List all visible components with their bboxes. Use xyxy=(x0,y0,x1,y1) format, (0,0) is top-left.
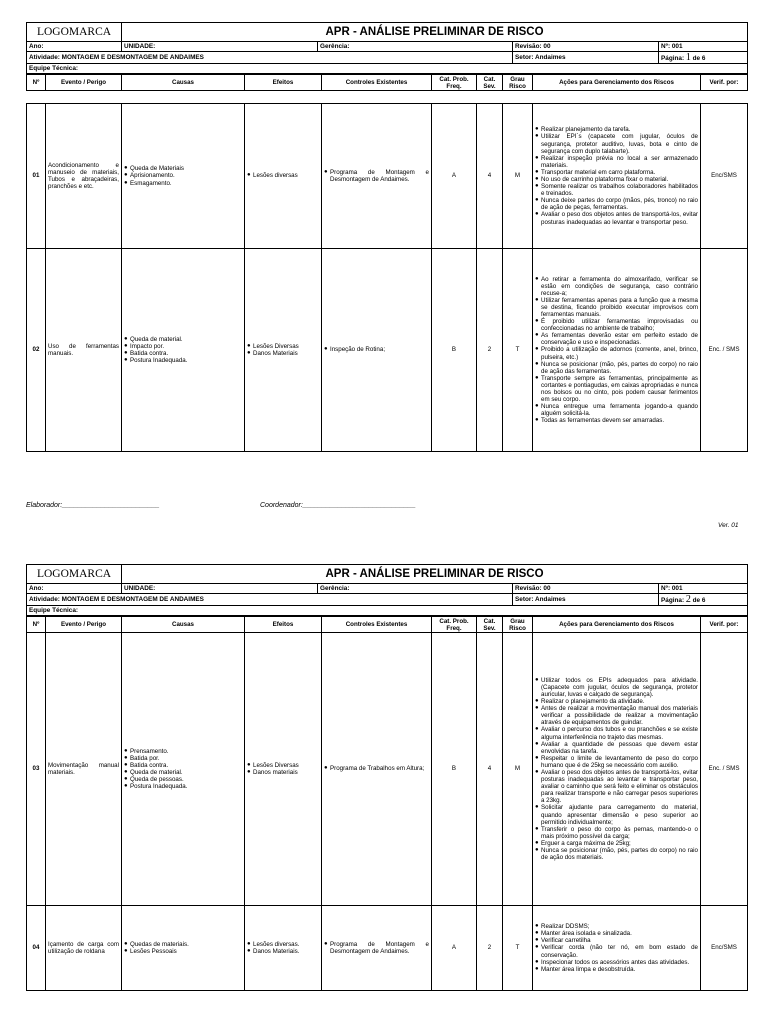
col-evento: Evento / Perigo xyxy=(46,75,122,91)
list-item: ● Respeitar o limite de levantamento de peso do corpo humano que é de 25kg se necessário com auxilio. xyxy=(535,755,698,769)
list-item: ● Lesões Diversas xyxy=(247,762,319,769)
prob-cell: A xyxy=(432,906,477,991)
list-item: ● Aprisionamento. xyxy=(124,172,242,179)
apr-header-table xyxy=(26,564,748,616)
efeitos-cell xyxy=(245,906,322,991)
list-item: ● Utilizar EPI´s (capacete com jugular, óculos de segurança, protetor auditivo, luvas, bota e cinto de segurança com duplo talabarte). xyxy=(535,133,698,154)
col-verif: Verif. por: xyxy=(701,617,748,633)
bullet-list xyxy=(535,126,698,225)
risk-table xyxy=(26,616,748,991)
list-item: ● Inspecionar todos os acessórios antes das atividades. xyxy=(535,959,698,966)
list-item: ● Avaliar o peso dos objetos antes de transportá-los, evitar posturas inadequadas ao levantar e transportar peso, avaliar o caminho que será feito e eliminar os obstáculos para realizar transporte e não carregar pesos superiores a 23kg. xyxy=(535,769,698,804)
grau-cell: M xyxy=(503,104,533,249)
version-label: Ver. 01 xyxy=(718,522,739,529)
bullet-list xyxy=(247,941,319,955)
causas-cell xyxy=(122,633,245,906)
list-item: ● No uso de carrinho plataforma fixar o material. xyxy=(535,176,698,183)
list-item: ● Programa de Montagem e Desmontagem de Andaimes. xyxy=(324,941,429,955)
list-item: ● As ferramentas deverão estar em perfeito estado de conservação e uso e inspecionadas. xyxy=(535,332,698,346)
column-header-table xyxy=(26,74,748,91)
list-item: ● Nunca se posicionar (mão, pés, partes do corpo) no raio de ação das ferramentas. xyxy=(535,361,698,375)
controles-cell xyxy=(322,104,432,249)
row-number: 02 xyxy=(27,249,46,452)
col-n: Nº xyxy=(27,617,46,633)
verif-cell: Enc. / SMS xyxy=(701,633,748,906)
unidade-label: UNIDADE: xyxy=(122,42,318,52)
sev-cell: 4 xyxy=(477,633,503,906)
evento-cell: Içamento de carga com utilização de roldana xyxy=(46,906,122,991)
sev-cell: 2 xyxy=(477,249,503,452)
evento-cell: Movimentação manual materiais. xyxy=(46,633,122,906)
table-row xyxy=(27,104,748,249)
bullet-list xyxy=(324,346,429,353)
causas-cell xyxy=(122,249,245,452)
list-item: ● Utilizar ferramentas apenas para a função que a mesma se destina, ficando proibido executar improvisos com ferramentas manuais. xyxy=(535,297,698,318)
coordenador-signature-line: Coordenador:_____________________________ xyxy=(260,502,416,509)
table-row xyxy=(27,249,748,452)
causas-cell xyxy=(122,104,245,249)
efeitos-cell xyxy=(245,249,322,452)
acoes-cell xyxy=(533,633,701,906)
list-item: ● Transporte sempre as ferramentas, principalmente as cortantes e pontiagudas, em caixas apropriadas e nunca nos bolsos ou no cinto, pois podem causar ferimentos em seu corpo. xyxy=(535,375,698,403)
table-row xyxy=(27,906,748,991)
list-item: ● Nunca se posicionar (mão, pés, partes do corpo) no raio de ação dos materiais. xyxy=(535,847,698,861)
unidade-label: UNIDADE: xyxy=(122,584,318,594)
col-causas: Causas xyxy=(122,617,245,633)
apr-header-table xyxy=(26,22,748,74)
prob-cell: B xyxy=(432,633,477,906)
efeitos-cell xyxy=(245,104,322,249)
list-item: ● Esmagamento. xyxy=(124,180,242,187)
bullet-list xyxy=(124,748,242,791)
elaborador-signature-line: Elaborador:_________________________ xyxy=(26,502,160,509)
numero-label: Nº: 001 xyxy=(659,42,748,52)
list-item: ● Transferir o peso do corpo às pernas, mantendo-o o mais próximo possível da carga; xyxy=(535,826,698,840)
numero-label: Nº: 001 xyxy=(659,584,748,594)
equipe-tecnica-label: Equipe Técnica: xyxy=(27,64,748,74)
list-item: ● Danos Materiais xyxy=(247,350,319,357)
list-item: ● Ao retirar a ferramenta do almoxarifado, verificar se estão em condições de segurança, caso contrário recuse-a; xyxy=(535,276,698,297)
bullet-list xyxy=(124,941,242,955)
controles-cell xyxy=(322,633,432,906)
logo: LOGOMARCA xyxy=(27,565,122,584)
list-item: ● Todas as ferramentas devem ser amarradas. xyxy=(535,417,698,424)
list-item: ● Lesões Pessoais xyxy=(124,948,242,955)
row-number: 03 xyxy=(27,633,46,906)
list-item: ● Realizar DDSMS; xyxy=(535,923,698,930)
col-sev: Cat. Sev. xyxy=(477,75,503,91)
grau-cell: M xyxy=(503,633,533,906)
col-sev: Cat. Sev. xyxy=(477,617,503,633)
list-item: ● Realizar inspeção prévia no local a ser armazenado materiais. xyxy=(535,155,698,169)
pagina-label: Página: 1 de 6 xyxy=(659,52,748,64)
list-item: ● Realizar planejamento da tarefa. xyxy=(535,126,698,133)
logo: LOGOMARCA xyxy=(27,23,122,42)
gerencia-label: Gerência: xyxy=(318,584,513,594)
prob-cell: A xyxy=(432,104,477,249)
list-item: ● Queda de material. xyxy=(124,769,242,776)
list-item: ● Proibido a utilização de adornos (corrente, anel, brinco, pulseira, etc.) xyxy=(535,346,698,360)
list-item: ● Avaliar o peso dos objetos antes de transportá-los, evitar posturas inadequadas ao levantar e transportar peso. xyxy=(535,211,698,225)
ano-label: Ano: xyxy=(27,584,122,594)
list-item: ● Prensamento. xyxy=(124,748,242,755)
col-prob: Cat. Prob. Freq. xyxy=(432,75,477,91)
list-item: ● Programa de Trabalhos em Altura; xyxy=(324,765,429,772)
bullet-list xyxy=(247,172,319,179)
col-acoes: Ações para Gerenciamento dos Riscos xyxy=(533,617,701,633)
list-item: ● Somente realizar os trabalhos colaboradores habilitados e treinados. xyxy=(535,183,698,197)
document-title: APR - ANÁLISE PRELIMINAR DE RISCO xyxy=(122,565,748,584)
list-item: ● Queda de pessoas. xyxy=(124,776,242,783)
list-item: ● Avaliar o percurso dos tubos e ou pranchões e se existe alguma interferência no trajeto das mesmas. xyxy=(535,726,698,740)
revisao-label: Revisão: 00 xyxy=(513,584,659,594)
list-item: ● Batida contra. xyxy=(124,350,242,357)
list-item: ● Queda de Materiais xyxy=(124,165,242,172)
prob-cell: B xyxy=(432,249,477,452)
list-item: ● Queda de material. xyxy=(124,336,242,343)
list-item: ● Solicitar ajudante para carregamento do material, quando apresentar dimensão e peso superior ao permitido individualmente; xyxy=(535,804,698,825)
evento-cell: Acondicionamento e manuseio de materiais, Tubos e abraçadeiras, pranchões e etc. xyxy=(46,104,122,249)
list-item: ● Postura Inadequada. xyxy=(124,783,242,790)
bullet-list xyxy=(124,336,242,364)
controles-cell xyxy=(322,249,432,452)
list-item: ● Batida contra. xyxy=(124,762,242,769)
sev-cell: 4 xyxy=(477,104,503,249)
gerencia-label: Gerência: xyxy=(318,42,513,52)
sev-cell: 2 xyxy=(477,906,503,991)
row-number: 04 xyxy=(27,906,46,991)
list-item: ● Realizar o planejamento da atividade. xyxy=(535,698,698,705)
bullet-list xyxy=(124,165,242,186)
col-acoes: Ações para Gerenciamento dos Riscos xyxy=(533,75,701,91)
atividade-label: Atividade: MONTAGEM E DESMONTAGEM DE ANDAIMES xyxy=(27,52,513,64)
bullet-list xyxy=(324,941,429,955)
list-item: ● Verificar carretilha xyxy=(535,937,698,944)
col-grau: Grau Risco xyxy=(503,75,533,91)
col-verif: Verif. por: xyxy=(701,75,748,91)
grau-cell: T xyxy=(503,906,533,991)
causas-cell xyxy=(122,906,245,991)
list-item: ● Postura Inadequada. xyxy=(124,357,242,364)
col-prob: Cat. Prob. Freq. xyxy=(432,617,477,633)
list-item: ● Quedas de materiais. xyxy=(124,941,242,948)
acoes-cell xyxy=(533,906,701,991)
bullet-list xyxy=(324,765,429,772)
col-evento: Evento / Perigo xyxy=(46,617,122,633)
list-item: ● Manter área isolada e sinalizada. xyxy=(535,930,698,937)
list-item: ● Utilizar todos os EPIs adequados para atividade. (Capacete com jugular, óculos de segurança, protetor auricular, luvas e calçado de segurança). xyxy=(535,677,698,698)
bullet-list xyxy=(535,923,698,973)
pagina-label: Página: 2 de 6 xyxy=(659,594,748,606)
bullet-list xyxy=(247,762,319,776)
list-item: ● Programa de Montagem e Desmontagem de Andaimes. xyxy=(324,169,429,183)
bullet-list xyxy=(535,276,698,425)
list-item: ● Danos Materiais. xyxy=(247,948,319,955)
col-efeitos: Efeitos xyxy=(245,75,322,91)
apr-page-1 xyxy=(26,22,747,452)
col-controles: Controles Existentes xyxy=(322,617,432,633)
revisao-label: Revisão: 00 xyxy=(513,42,659,52)
ano-label: Ano: xyxy=(27,42,122,52)
col-controles: Controles Existentes xyxy=(322,75,432,91)
controles-cell xyxy=(322,906,432,991)
efeitos-cell xyxy=(245,633,322,906)
list-item: ● Erguer a carga máxima de 25kg; xyxy=(535,840,698,847)
acoes-cell xyxy=(533,104,701,249)
list-item: ● Manter área limpa e desobstruída. xyxy=(535,966,698,973)
list-item: ● Inspeção de Rotina; xyxy=(324,346,429,353)
grau-cell: T xyxy=(503,249,533,452)
table-row xyxy=(27,633,748,906)
list-item: ● Lesões Diversas xyxy=(247,343,319,350)
col-causas: Causas xyxy=(122,75,245,91)
atividade-label: Atividade: MONTAGEM E DESMONTAGEM DE ANDAIMES xyxy=(27,594,513,606)
list-item: ● Impacto por. xyxy=(124,343,242,350)
col-efeitos: Efeitos xyxy=(245,617,322,633)
list-item: ● Batida por. xyxy=(124,755,242,762)
list-item: ● Danos materiais xyxy=(247,769,319,776)
evento-cell: Uso de ferramentas manuais. xyxy=(46,249,122,452)
equipe-tecnica-label: Equipe Técnica: xyxy=(27,606,748,616)
list-item: ● Transportar material em carro plataforma. xyxy=(535,169,698,176)
bullet-list xyxy=(247,343,319,357)
setor-label: Setor: Andaimes xyxy=(513,52,659,64)
apr-page-2 xyxy=(26,564,747,991)
list-item: ● Lesões diversas xyxy=(247,172,319,179)
list-item: ● Lesões diversas. xyxy=(247,941,319,948)
list-item: ● Antes de realizar a movimentação manual dos materiais verificar a possibilidade de realizar a movimentação através de equipamentos de guindar. xyxy=(535,705,698,726)
verif-cell: Enc/SMS xyxy=(701,906,748,991)
verif-cell: Enc/SMS xyxy=(701,104,748,249)
list-item: ● Nunca entregue uma ferramenta jogando-a quando alguém solicitá-la. xyxy=(535,403,698,417)
acoes-cell xyxy=(533,249,701,452)
bullet-list xyxy=(324,169,429,183)
verif-cell: Enc. / SMS xyxy=(701,249,748,452)
row-number: 01 xyxy=(27,104,46,249)
risk-table xyxy=(26,103,748,452)
col-n: Nº xyxy=(27,75,46,91)
list-item: ● Nunca deixe partes do corpo (mãos, pés, tronco) no raio de ação de peças, ferramentas. xyxy=(535,197,698,211)
list-item: ● É proibido utilizar ferramentas improvisadas ou confeccionadas no ambiente de trabalho; xyxy=(535,318,698,332)
document-title: APR - ANÁLISE PRELIMINAR DE RISCO xyxy=(122,23,748,42)
list-item: ● Verificar corda (não ter nó, em bom estado de conservação. xyxy=(535,944,698,958)
setor-label: Setor: Andaimes xyxy=(513,594,659,606)
col-grau: Grau Risco xyxy=(503,617,533,633)
bullet-list xyxy=(535,677,698,861)
list-item: ● Avaliar a quantidade de pessoas que devem estar envolvidas na tarefa. xyxy=(535,741,698,755)
